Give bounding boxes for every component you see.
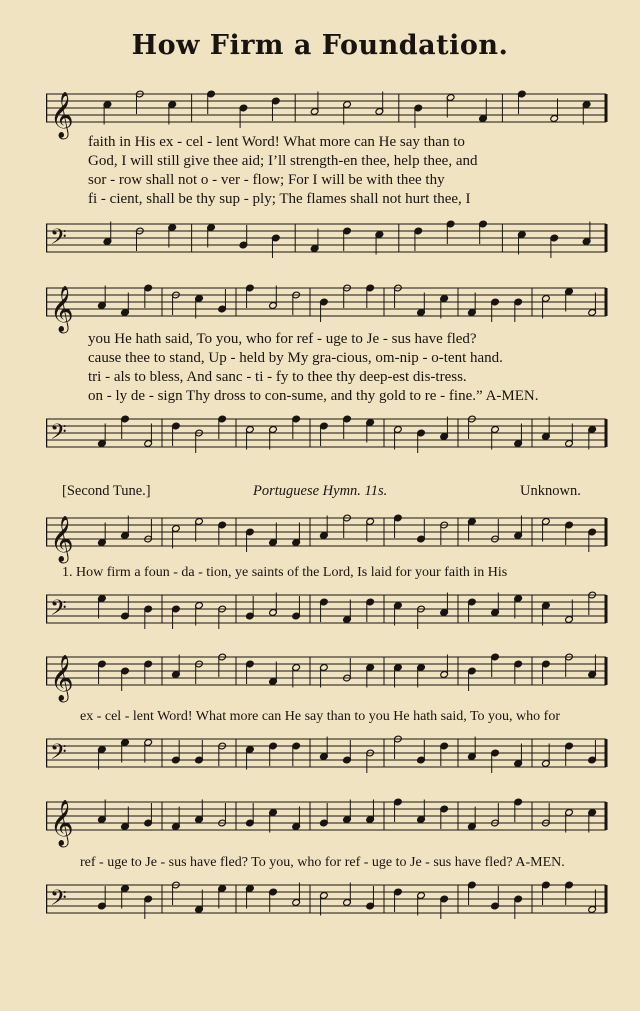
tune-name: Portuguese Hymn. 11s. xyxy=(253,483,388,499)
lyric-line: tri - als to bless, And sanc - ti - fy to thee thy deep-est dis-tress. xyxy=(88,369,467,385)
staff-bass-5 xyxy=(46,873,612,931)
lyric-line: sor - row shall not o - ver - flow; For I will be with thee thy xyxy=(88,172,445,188)
staff-treble-4 xyxy=(46,645,612,703)
lyric-line: cause thee to stand, Up - held by My gra-cious, om-nip - o-tent hand. xyxy=(88,350,503,366)
svg-text:𝄞: 𝄞 xyxy=(50,286,74,332)
svg-text:𝄞: 𝄞 xyxy=(50,655,74,701)
staff-bass-1 xyxy=(46,212,612,272)
lyric-line: God, I will still give thee aid; I’ll strength-en thee, help thee, and xyxy=(88,153,478,169)
staff-bass-2 xyxy=(46,407,612,467)
staff-bass-3 xyxy=(46,583,612,641)
lyric-line: ref - uge to Je - sus have fled? To you, who for ref - uge to Je - sus have fled? A-MEN. xyxy=(80,855,565,870)
composer: Unknown. xyxy=(520,483,581,499)
second-tune-label: [Second Tune.] xyxy=(62,483,151,499)
svg-text:𝄢: 𝄢 xyxy=(50,596,67,626)
svg-text:𝄢: 𝄢 xyxy=(50,886,67,916)
staff-treble-5 xyxy=(46,790,612,848)
svg-text:𝄞: 𝄞 xyxy=(50,800,74,846)
svg-text:𝄢: 𝄢 xyxy=(50,420,67,450)
staff-treble-2 xyxy=(46,276,612,336)
svg-text:𝄞: 𝄞 xyxy=(50,516,74,562)
staff-bass-4 xyxy=(46,727,612,785)
svg-text:𝄞: 𝄞 xyxy=(50,92,74,138)
lyric-line: 1. How firm a foun - da - tion, ye saints of the Lord, Is laid for your faith in His xyxy=(62,565,508,580)
svg-text:𝄢: 𝄢 xyxy=(50,225,67,255)
lyric-line: on - ly de - sign Thy dross to con-sume, and thy gold to re - fine.” A-MEN. xyxy=(88,388,539,404)
hymn-title: How Firm a Foundation. xyxy=(131,30,509,61)
svg-text:𝄢: 𝄢 xyxy=(50,740,67,770)
lyric-line: fi - cient, shall be thy sup - ply; The flames shall not hurt thee, I xyxy=(88,191,471,207)
lyric-line: ex - cel - lent Word! What more can He say than to you He hath said, To you, who for xyxy=(80,709,560,724)
staff-treble-3 xyxy=(46,506,612,564)
lyric-line: you He hath said, To you, who for ref - uge to Je - sus have fled? xyxy=(88,331,477,347)
lyric-line: faith in His ex - cel - lent Word! What more can He say than to xyxy=(88,134,465,150)
